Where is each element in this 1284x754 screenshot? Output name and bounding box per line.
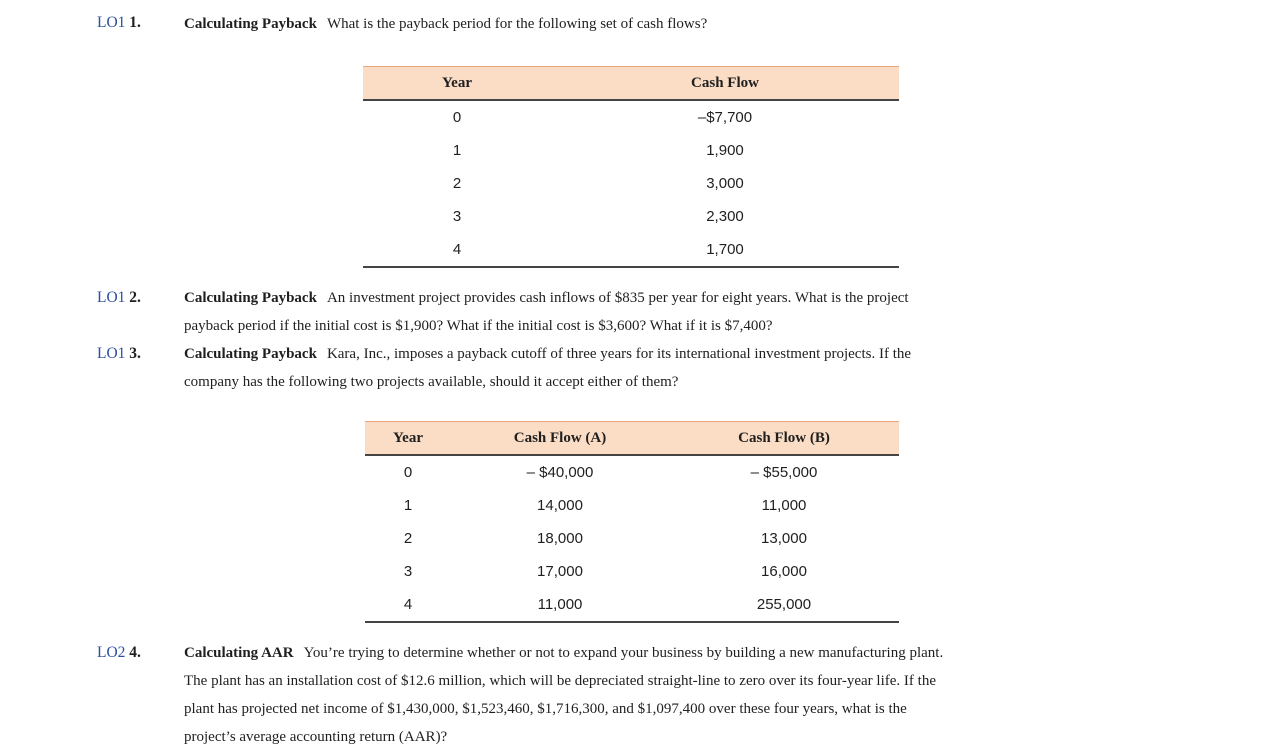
table-row: 4 11,000 255,000 bbox=[365, 588, 899, 622]
table2-header-year: Year bbox=[365, 422, 451, 456]
table-row: 0 – $40,000 – $55,000 bbox=[403, 464, 818, 481]
problem-2-text: Calculating Payback An investment project provides cash inflows of $835 per year for eight years. What is the project payback period if the initial cost is $1,900? What if the initial cost is $3,600? What if it is $7,400? bbox=[184, 290, 909, 334]
table2-header-cash-flow-b: Cash Flow (B) bbox=[669, 422, 899, 456]
cash-flow-table-1 bbox=[363, 66, 899, 268]
table-row: 3 17,000 16,000 bbox=[403, 563, 807, 580]
problem-1-text: Calculating Payback What is the payback period for the following set of cash flows? bbox=[184, 16, 708, 32]
problem-2-label: LO1 2. bbox=[97, 289, 141, 306]
problem-3-label: LO1 3. bbox=[97, 345, 141, 362]
table-row: 4 1,700 bbox=[363, 233, 899, 267]
problem-1-label: LO1 1. bbox=[97, 14, 141, 31]
problem-1-heading: Calculating Payback bbox=[184, 16, 317, 32]
table-row: 1 14,000 11,000 bbox=[403, 497, 807, 514]
table-row: 2 18,000 13,000 bbox=[403, 530, 807, 547]
problem-3-heading: Calculating Payback bbox=[184, 346, 317, 362]
table-row: 3 2,300 bbox=[452, 208, 744, 225]
cash-flow-table-2 bbox=[365, 421, 899, 623]
table2-header-cash-flow-a: Cash Flow (A) bbox=[451, 422, 669, 456]
table-row: 2 3,000 bbox=[452, 175, 744, 192]
table1-header-year: Year bbox=[363, 67, 551, 101]
problem-3-text: Calculating Payback Kara, Inc., imposes a payback cutoff of three years for its international investment projects. If the company has the following two projects available, should it accept either of them? bbox=[184, 346, 912, 390]
problem-4-text: Calculating AAR You’re trying to determine whether or not to expand your business by building a new manufacturing plant. The plant has an installation cost of $12.6 million, which will be depreciated straight-line to zero over its four-year life. If the plant has projected net income of $1,430,000, $1,523,460, $1,716,300, and $1,097,400 over these four years, what is the project’s average accounting return (AAR)? bbox=[184, 645, 944, 745]
problem-4-label: LO2 4. bbox=[97, 644, 141, 661]
table1-header-cash-flow: Cash Flow bbox=[551, 67, 899, 101]
problem-4-heading: Calculating AAR bbox=[184, 645, 294, 661]
table-row: 0 –$7,700 bbox=[452, 109, 753, 126]
table-row: 1 1,900 bbox=[452, 142, 744, 159]
problem-2-heading: Calculating Payback bbox=[184, 290, 317, 306]
